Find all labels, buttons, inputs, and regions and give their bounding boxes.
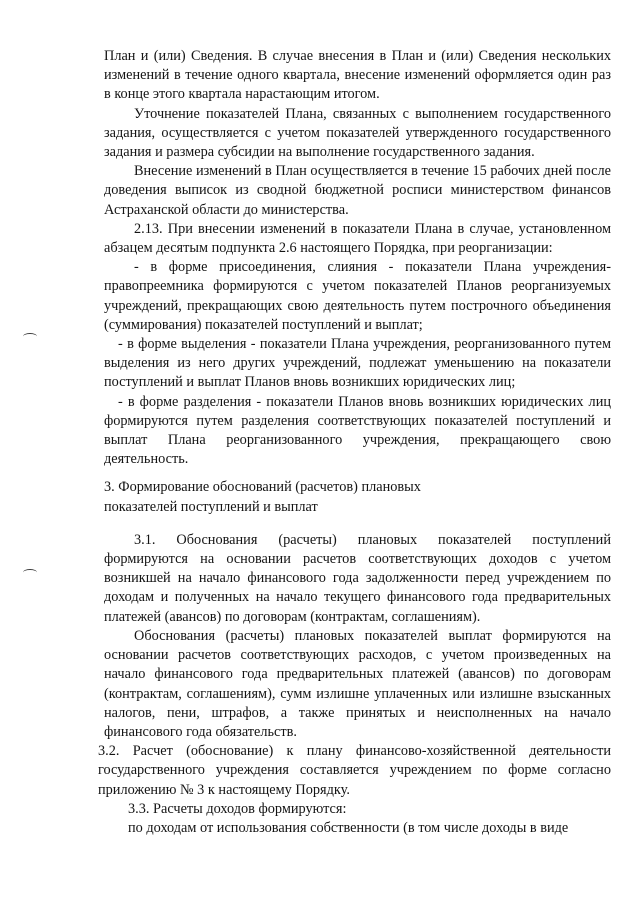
paragraph: Внесение изменений в План осуществляется в течение 15 рабочих дней после доведения выписок из сводной бюджетной росписи министерством финансов Астраханской области до министерства. — [104, 163, 611, 218]
paragraph: Обоснования (расчеты) плановых показателей выплат формируются на основании расчетов соответствующих расходов, с учетом произведенных на начало финансового года предварительных платежей (авансов) по договорам (контрактам, соглашениям), сумм излишне уплаченных или излишне взысканных налогов, пени, штрафов, а также принятых и неисполненных на начало финансового года обязательств. — [104, 627, 611, 740]
binding-hole-mark — [23, 569, 37, 576]
list-item-spinoff: - в форме выделения - показатели Плана учреждения, реорганизованного путем выделения из него других учреждений, подлежат уменьшению на показатели поступлений и выплат Планов вновь возникших юридических лиц; — [104, 336, 611, 391]
section-heading-line-2: показателей поступлений и выплат — [104, 498, 318, 515]
list-item-merger: - в форме присоединения, слияния - показатели Плана учреждения-правопреемника формируются с учетом показателей Планов реорганизуемых учреждений, прекращающих свою деятельность путем построчного объединения (суммирования) показателей поступлений и выплат; — [104, 259, 611, 333]
document-body — [98, 47, 611, 838]
paragraph: Уточнение показателей Плана, связанных с выполнением государственного задания, осуществляется с учетом показателей утвержденного государственного задания и размера субсидии на выполнение государственного задания. — [104, 105, 611, 161]
binding-hole-mark — [23, 333, 37, 340]
list-item-division: - в форме разделения - показатели Планов вновь возникших юридических лиц формируются путем разделения соответствующих показателей поступлений и выплат Плана реорганизованного учреждения, прекращающего свою деятельность. — [104, 393, 611, 468]
paragraph-3-1: 3.1. Обоснования (расчеты) плановых показателей поступлений формируются на основании расчетов соответствующих доходов с учетом возникшей на начало финансового года задолженности перед учреждением по доходам и полученных на начало текущего финансового года предварительных платежей (авансов) по договорам (контрактам, соглашениям). — [104, 531, 611, 625]
paragraph-2-13: 2.13. При внесении изменений в показатели Плана в случае, установленном абзацем десятым подпункта 2.6 настоящего Порядка, при реорганизации: — [104, 220, 611, 257]
paragraph-3-2: 3.2. Расчет (обоснование) к плану финансово-хозяйственной деятельности государственного учреждения составляется учреждением по форме согласно приложению № 3 к настоящему Порядку. — [98, 743, 611, 798]
paragraph-3-3: 3.3. Расчеты доходов формируются: — [128, 800, 347, 817]
section-heading-line-1: 3. Формирование обоснований (расчетов) плановых — [104, 479, 421, 496]
paragraph: по доходам от использования собственности (в том числе доходы в виде — [128, 819, 569, 836]
paragraph: План и (или) Сведения. В случае внесения в План и (или) Сведения нескольких изменений в течение одного квартала, внесение изменений оформляется один раз в конце этого квартала нарастающим итогом. — [104, 48, 611, 103]
